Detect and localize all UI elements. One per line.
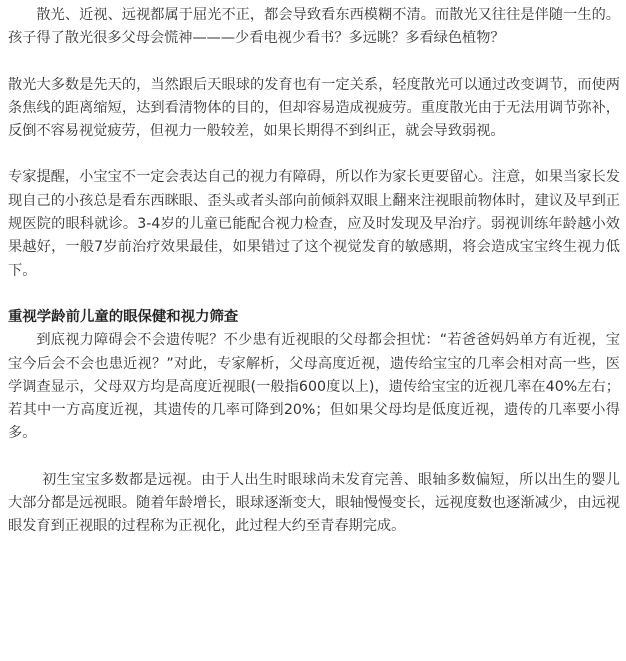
paragraph-spacer	[8, 446, 620, 469]
paragraph-astigmatism-intro: 散光、近视、远视都属于屈光不正，都会导致看东西模糊不清。而散光又往往是伴随一生的。孩子得了散光很多父母会慌神———少看电视少看书？多远眺？多看绿色植物？	[8, 7, 620, 47]
paragraph-spacer	[8, 283, 620, 306]
paragraph-newborn-hyperopia: 初生宝宝多数都是远视。由于人出生时眼球尚未发育完善、眼轴多数偏短，所以出生的婴儿大部分都是远视眼。随着年龄增长，眼球逐渐变大，眼轴慢慢变长，远视度数也逐渐减少，由远视眼发育到正视眼的过程称为正视化，此过程大约至青春期完成。	[8, 471, 620, 535]
paragraph-spacer	[8, 143, 620, 166]
paragraph-spacer	[8, 51, 620, 74]
paragraph-expert-advice: 专家提醒，小宝宝不一定会表达自己的视力有障碍，所以作为家长更要留心。注意，如果当家长发现自己的小孩总是看东西眯眼、歪头或者头部向前倾斜双眼上翻来注视眼前物体时，建议及早到正规医院的眼科就诊。3-4岁的儿童已能配合视力检查，应及时发现及早治疗。弱视训练年龄越小效果越好，一般7岁前治疗效果最佳，如果错过了这个视觉发育的敏感期，将会造成宝宝终生视力低下。	[8, 169, 620, 279]
paragraph-heredity: 到底视力障碍会不会遗传呢？不少患有近视眼的父母都会担忧：“若爸爸妈妈单方有近视，宝宝今后会不会也患近视？”对此，专家解析，父母高度近视，遗传给宝宝的几率会相对高一些，医学调查显示，父母双方均是高度近视眼(一般指600度以上)，遗传给宝宝的近视几率在40%左右；若其中一方高度近视，其遗传的几率可降到20%；但如果父母均是低度近视，遗传的几率要小得多。	[8, 332, 620, 442]
section-heading: 重视学龄前儿童的眼保健和视力筛查	[8, 308, 239, 325]
paragraph-astigmatism-causes: 散光大多数是先天的，当然跟后天眼球的发育也有一定关系，轻度散光可以通过改变调节，而使两条焦线的距离缩短，达到看清物体的目的，但却容易造成视疲劳。重度散光由于无法用调节弥补，反倒不容易视觉疲劳，但视力一般较差，如果长期得不到纠正，就会导致弱视。	[8, 76, 620, 140]
